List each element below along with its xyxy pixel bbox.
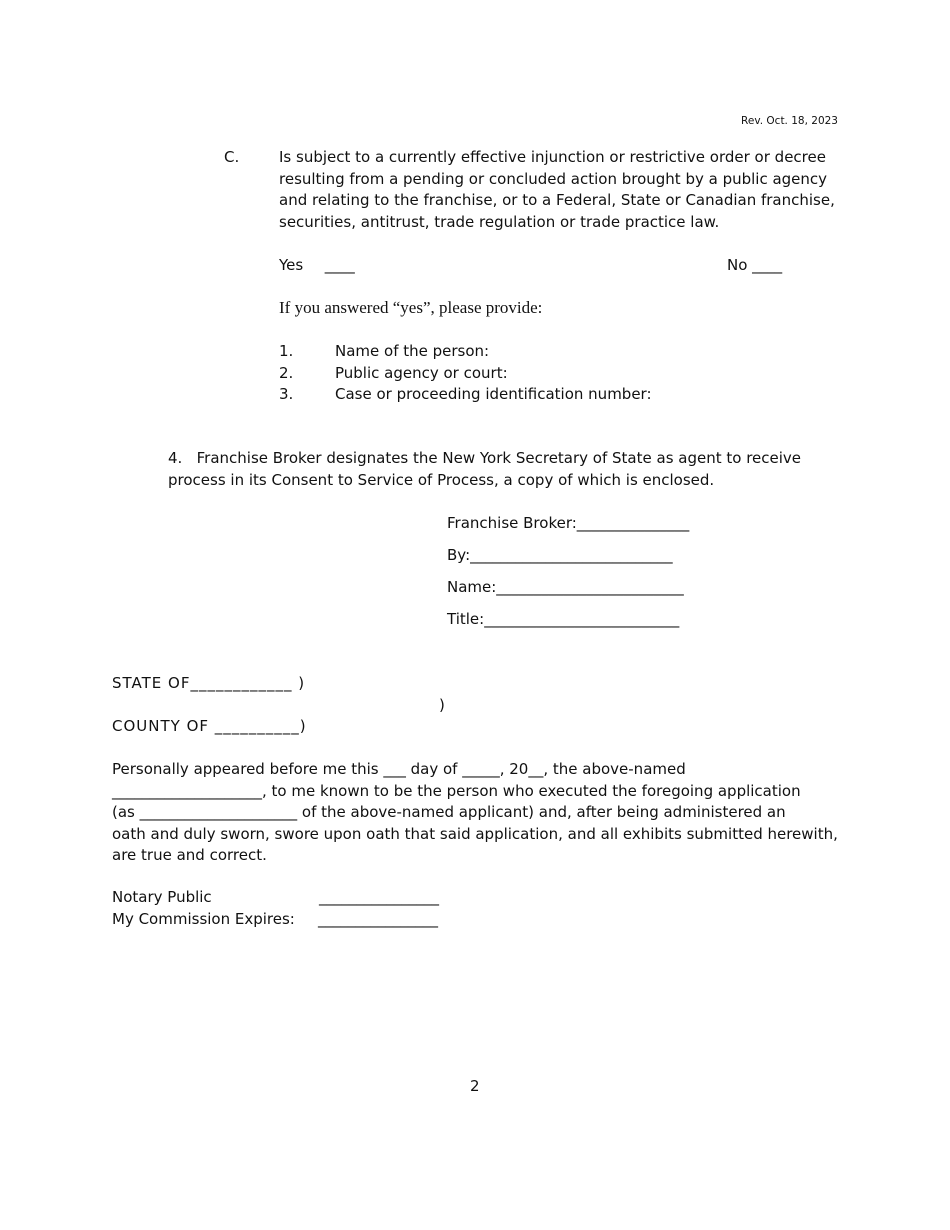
item-c-line-4: securities, antitrust, trade regulation or trade practice law.: [279, 212, 720, 231]
item-c-letter: C.: [224, 148, 240, 166]
list-item-number: 1.: [279, 342, 294, 360]
state-of-field[interactable]: STATE OF____________ ): [112, 674, 306, 692]
item-4-line-2: process in its Consent to Service of Process, a copy of which is enclosed.: [168, 470, 715, 489]
list-item-text: Case or proceeding identification number:: [335, 385, 652, 403]
list-item-text: Public agency or court:: [335, 363, 508, 382]
list-item: [279, 363, 652, 385]
item-c-line-1: Is subject to a currently effective injunction or restrictive order or decree: [279, 148, 826, 166]
page-number: 2: [470, 1077, 480, 1095]
by-field[interactable]: By:___________________________: [447, 546, 673, 564]
followup-instruction: If you answered “yes”, please provide:: [279, 298, 543, 317]
item-c-text: [279, 147, 835, 233]
item-c-line-3: and relating to the franchise, or to a Federal, State or Canadian franchise,: [279, 191, 835, 209]
item-4-paragraph: [168, 448, 801, 491]
commission-expires-blank[interactable]: ________________: [318, 910, 438, 928]
item-c-line-2: resulting from a pending or concluded action brought by a public agency: [279, 169, 828, 188]
acknowledgment-line: are true and correct.: [112, 846, 267, 864]
name-field[interactable]: Name:_________________________: [447, 578, 684, 596]
acknowledgment-line: Personally appeared before me this ___ day of _____, 20__, the above-named: [112, 760, 686, 778]
notary-public-label: Notary Public: [112, 888, 212, 906]
sub-item-list: [279, 341, 652, 406]
county-of-field[interactable]: COUNTY OF __________): [112, 717, 307, 735]
venue-paren: ): [439, 696, 445, 714]
acknowledgment-line: (as _____________________ of the above-named applicant) and, after being administered an: [112, 803, 786, 821]
title-field[interactable]: Title:__________________________: [447, 610, 680, 628]
yes-label: Yes: [279, 256, 304, 274]
list-item-number: 2.: [279, 363, 294, 382]
acknowledgment-paragraph: [112, 759, 838, 867]
list-item-text: Name of the person:: [335, 342, 490, 360]
notary-public-blank[interactable]: ________________: [319, 888, 439, 906]
acknowledgment-line: ____________________, to me known to be the person who executed the foregoing application: [112, 781, 801, 800]
yes-blank[interactable]: ____: [324, 256, 355, 274]
franchise-broker-field[interactable]: Franchise Broker:_______________: [447, 514, 690, 532]
yes-option: [279, 255, 355, 277]
no-option[interactable]: No ____: [727, 256, 783, 274]
list-item: [279, 341, 652, 363]
list-item-number: 3.: [279, 385, 294, 403]
commission-expires-label: My Commission Expires:: [112, 910, 295, 928]
revision-date: Rev. Oct. 18, 2023: [741, 115, 838, 127]
acknowledgment-line: oath and duly sworn, swore upon oath that said application, and all exhibits submitted herewith,: [112, 824, 838, 843]
item-4-line-1: 4. Franchise Broker designates the New York Secretary of State as agent to receive: [168, 449, 802, 467]
list-item: [279, 384, 652, 406]
